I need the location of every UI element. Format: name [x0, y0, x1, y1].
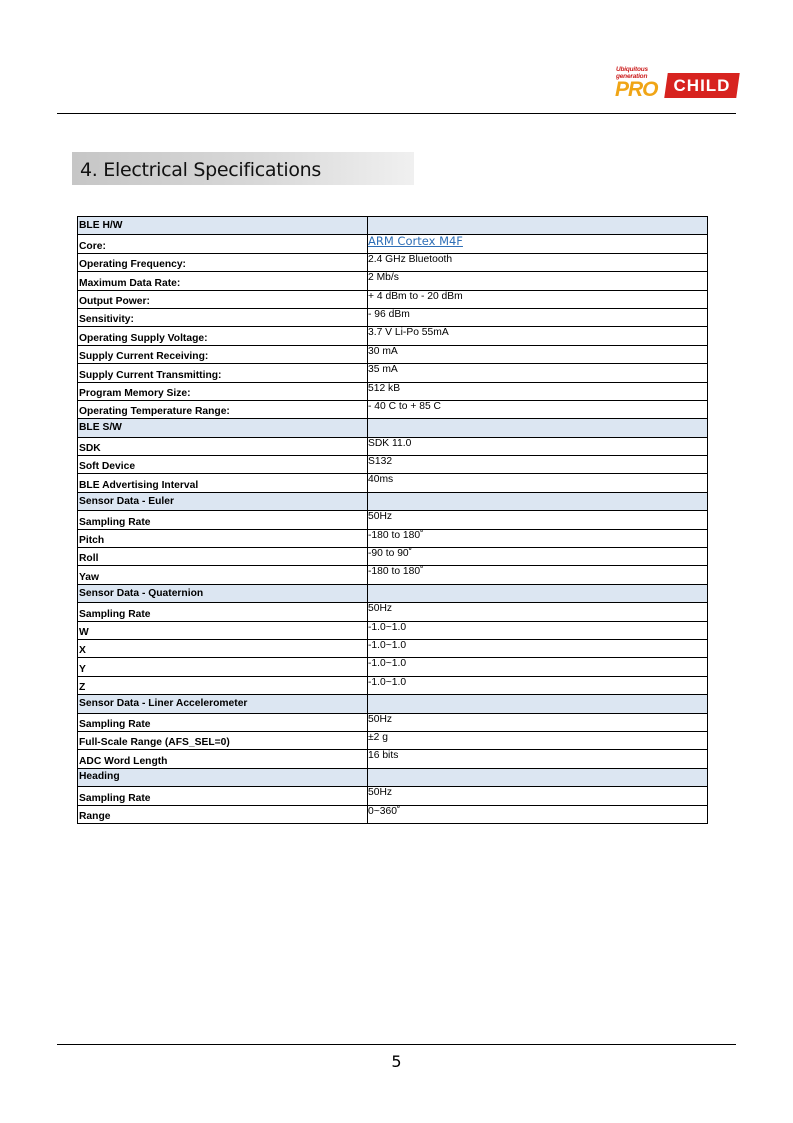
spec-value-cell: 2 Mb/s	[368, 272, 708, 290]
table-row	[78, 456, 708, 474]
spec-value-cell: -1.0~1.0	[368, 676, 708, 694]
table-section-header	[78, 419, 708, 437]
spec-label: Range	[78, 805, 368, 823]
table-section-header	[78, 217, 708, 235]
spec-label: Sensor Data - Liner Accelerometer	[78, 695, 368, 713]
table-row	[78, 621, 708, 639]
spec-value-cell: 16 bits	[368, 750, 708, 768]
table-row	[78, 400, 708, 418]
spec-value-cell: 512 kB	[368, 382, 708, 400]
spec-value-cell: -1.0~1.0	[368, 621, 708, 639]
table-row	[78, 327, 708, 345]
table-row	[78, 235, 708, 253]
table-row	[78, 805, 708, 823]
spec-value-cell	[368, 695, 708, 713]
table-row	[78, 308, 708, 326]
table-row	[78, 253, 708, 271]
spec-value-cell: -180 to 180˚	[368, 529, 708, 547]
spec-label: Sampling Rate	[78, 511, 368, 529]
spec-label: Yaw	[78, 566, 368, 584]
spec-label: ADC Word Length	[78, 750, 368, 768]
section-title: 4. Electrical Specifications	[80, 159, 322, 181]
table-section-header	[78, 695, 708, 713]
spec-label: Full-Scale Range (AFS_SEL=0)	[78, 731, 368, 749]
spec-value-cell: -180 to 180˚	[368, 566, 708, 584]
spec-label: Core:	[78, 235, 368, 253]
spec-label: Roll	[78, 548, 368, 566]
table-row	[78, 511, 708, 529]
spec-label: BLE Advertising Interval	[78, 474, 368, 492]
logo-child-box	[664, 73, 740, 98]
table-section-header	[78, 584, 708, 602]
table-row	[78, 639, 708, 657]
logo-tagline: Ubiquitous generation	[616, 66, 648, 80]
spec-value-cell: - 96 dBm	[368, 308, 708, 326]
spec-label: Sampling Rate	[78, 713, 368, 731]
table-row	[78, 548, 708, 566]
spec-value-cell	[368, 584, 708, 602]
spec-label: Operating Frequency:	[78, 253, 368, 271]
spec-value-cell: - 40 C to + 85 C	[368, 400, 708, 418]
spec-value-cell: -1.0~1.0	[368, 658, 708, 676]
spec-value-cell: 50Hz	[368, 511, 708, 529]
spec-label: Z	[78, 676, 368, 694]
table-row	[78, 731, 708, 749]
table-row	[78, 382, 708, 400]
spec-value-cell	[368, 768, 708, 786]
spec-value-cell: 2.4 GHz Bluetooth	[368, 253, 708, 271]
spec-value-cell: 30 mA	[368, 345, 708, 363]
spec-value-cell: 3.7 V Li-Po 55mA	[368, 327, 708, 345]
table-row	[78, 713, 708, 731]
spec-label: Program Memory Size:	[78, 382, 368, 400]
table-section-header	[78, 768, 708, 786]
table-row	[78, 787, 708, 805]
spec-value-cell: 0~360˚	[368, 805, 708, 823]
spec-label: Output Power:	[78, 290, 368, 308]
table-row	[78, 364, 708, 382]
footer-divider	[57, 1044, 736, 1045]
spec-label: Supply Current Receiving:	[78, 345, 368, 363]
spec-value-cell: S132	[368, 456, 708, 474]
prochild-logo	[614, 67, 740, 103]
spec-value-link[interactable]: ARM Cortex M4F	[368, 234, 463, 249]
spec-value-cell: SDK 11.0	[368, 437, 708, 455]
spec-label: X	[78, 639, 368, 657]
spec-value-cell: 50Hz	[368, 603, 708, 621]
spec-value-cell	[368, 235, 708, 253]
logo-child: CHILD	[673, 76, 731, 95]
spec-value-cell: -90 to 90˚	[368, 548, 708, 566]
spec-value-cell: 40ms	[368, 474, 708, 492]
table-section-header	[78, 492, 708, 510]
spec-value-cell: 50Hz	[368, 787, 708, 805]
spec-value-cell	[368, 492, 708, 510]
spec-value-cell	[368, 419, 708, 437]
spec-label: W	[78, 621, 368, 639]
spec-table-body	[78, 217, 708, 824]
spec-table	[77, 216, 708, 824]
spec-label: Operating Supply Voltage:	[78, 327, 368, 345]
logo-pro: PRO	[615, 78, 658, 101]
spec-label: Sampling Rate	[78, 787, 368, 805]
spec-label: Soft Device	[78, 456, 368, 474]
spec-label: Y	[78, 658, 368, 676]
table-row	[78, 750, 708, 768]
spec-label: Sampling Rate	[78, 603, 368, 621]
spec-label: SDK	[78, 437, 368, 455]
table-row	[78, 603, 708, 621]
spec-label: Sensitivity:	[78, 308, 368, 326]
spec-label: Pitch	[78, 529, 368, 547]
table-row	[78, 474, 708, 492]
section-title-box	[72, 152, 414, 185]
spec-label: Heading	[78, 768, 368, 786]
table-row	[78, 529, 708, 547]
table-row	[78, 566, 708, 584]
table-row	[78, 437, 708, 455]
table-row	[78, 290, 708, 308]
spec-value-cell: 50Hz	[368, 713, 708, 731]
header-divider	[57, 113, 736, 114]
spec-value-cell	[368, 217, 708, 235]
spec-value-cell: ±2 g	[368, 731, 708, 749]
spec-label: BLE S/W	[78, 419, 368, 437]
page-number: 5	[391, 1052, 402, 1071]
spec-value-cell: -1.0~1.0	[368, 639, 708, 657]
table-row	[78, 658, 708, 676]
table-row	[78, 345, 708, 363]
spec-value-cell: 35 mA	[368, 364, 708, 382]
spec-label: Supply Current Transmitting:	[78, 364, 368, 382]
spec-value-cell: + 4 dBm to - 20 dBm	[368, 290, 708, 308]
spec-label: BLE H/W	[78, 217, 368, 235]
spec-label: Operating Temperature Range:	[78, 400, 368, 418]
spec-label: Sensor Data - Quaternion	[78, 584, 368, 602]
spec-label: Maximum Data Rate:	[78, 272, 368, 290]
table-row	[78, 272, 708, 290]
spec-label: Sensor Data - Euler	[78, 492, 368, 510]
table-row	[78, 676, 708, 694]
